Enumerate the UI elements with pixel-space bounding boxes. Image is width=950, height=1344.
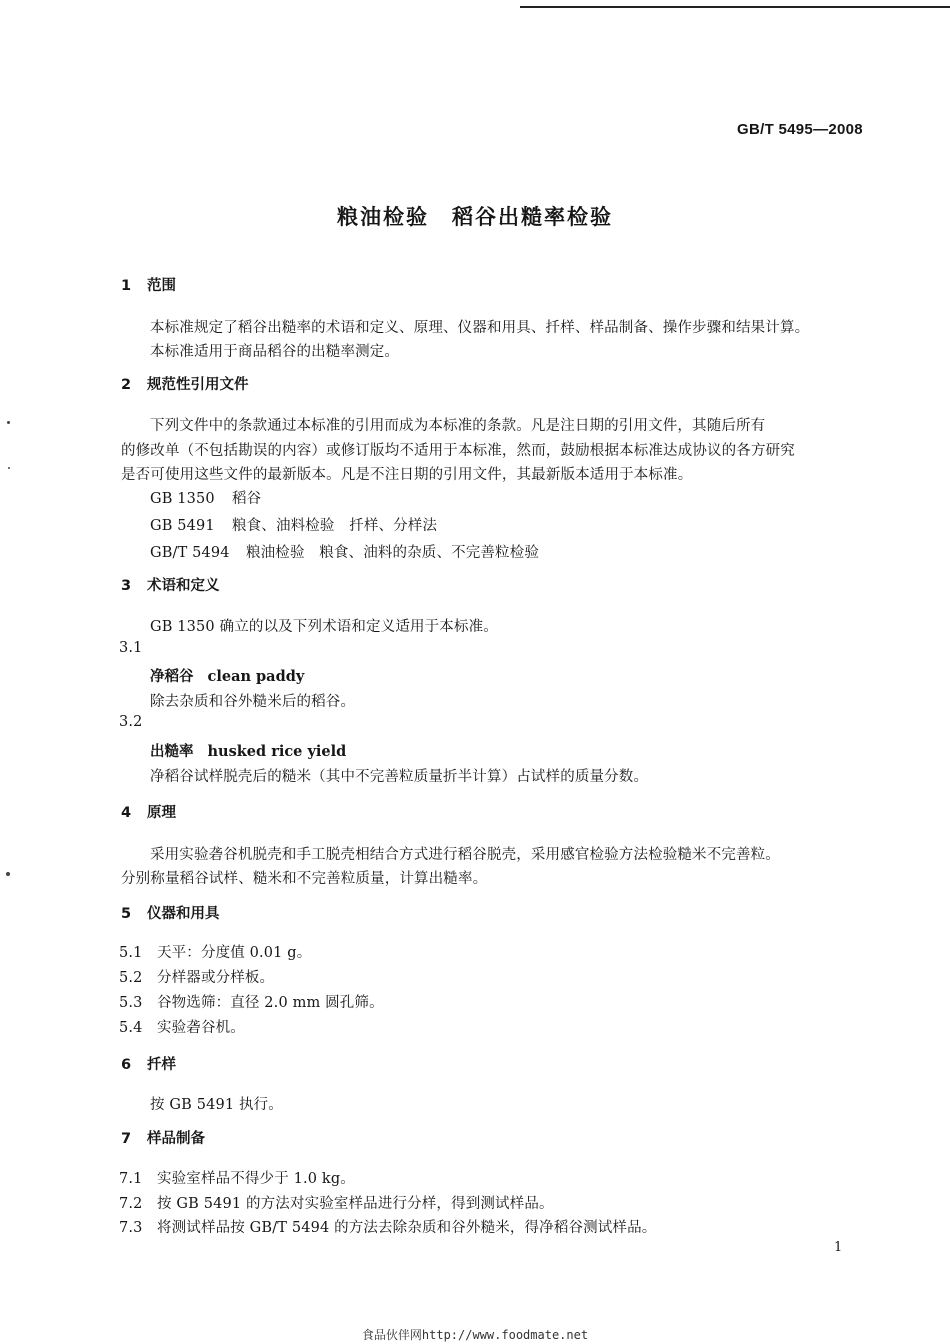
paragraph-line: 是否可使用这些文件的最新版本。凡是不注日期的引用文件，其最新版本适用于本标准。 bbox=[121, 467, 693, 483]
paragraph-line: 的修改单（不包括勘误的内容）或修订版均不适用于本标准，然而，鼓励根据本标准达成协议的各方研究 bbox=[121, 443, 795, 459]
term-number: 3.2 bbox=[119, 714, 143, 730]
clause-text: 分样器或分样板。 bbox=[157, 970, 275, 986]
clause-number: 7.2 bbox=[119, 1196, 143, 1212]
section-number: 7 bbox=[121, 1131, 132, 1147]
clause-text: 将测试样品按 GB/T 5494 的方法去除杂质和谷外糙米，得净稻谷测试样品。 bbox=[157, 1220, 657, 1236]
standard-number: GB/T 5495—2008 bbox=[737, 121, 863, 138]
paragraph: 本标准适用于商品稻谷的出糙率测定。 bbox=[150, 344, 400, 360]
clause bbox=[119, 941, 311, 962]
section-4-heading bbox=[121, 801, 176, 822]
section-title: 样品制备 bbox=[147, 1131, 205, 1147]
section-number: 6 bbox=[121, 1057, 132, 1073]
clause-number: 5.1 bbox=[119, 945, 143, 961]
page-number: 1 bbox=[834, 1240, 843, 1255]
scan-speck bbox=[7, 421, 10, 424]
section-title: 术语和定义 bbox=[147, 578, 220, 594]
paragraph-line: 分别称量稻谷试样、糙米和不完善粒质量，计算出糙率。 bbox=[121, 871, 488, 887]
reference-code: GB/T 5494 bbox=[150, 545, 230, 561]
section-7-heading bbox=[121, 1127, 205, 1148]
clause-number: 5.4 bbox=[119, 1020, 143, 1036]
document-title: 粮油检验 稻谷出糙率检验 bbox=[337, 205, 613, 229]
paragraph: 本标准规定了稻谷出糙率的术语和定义、原理、仪器和用具、扦样、样品制备、操作步骤和结果计算。 bbox=[150, 320, 810, 336]
reference-title: 稻谷 bbox=[232, 491, 262, 507]
clause-text: 实验砻谷机。 bbox=[157, 1020, 245, 1036]
clause bbox=[119, 966, 274, 987]
section-number: 4 bbox=[121, 805, 132, 821]
clause-text: 谷物选筛：直径 2.0 mm 圆孔筛。 bbox=[157, 995, 384, 1011]
section-title: 扦样 bbox=[147, 1057, 176, 1073]
normative-reference bbox=[150, 514, 437, 535]
paragraph-line: 下列文件中的条款通过本标准的引用而成为本标准的条款。凡是注日期的引用文件，其随后所有 bbox=[150, 418, 766, 434]
reference-code: GB 5491 bbox=[150, 518, 215, 534]
clause-number: 5.3 bbox=[119, 995, 143, 1011]
term-en: husked rice yield bbox=[207, 743, 347, 760]
term-definition: 净稻谷试样脱壳后的糙米（其中不完善粒质量折半计算）占试样的质量分数。 bbox=[150, 769, 649, 785]
section-title: 规范性引用文件 bbox=[147, 377, 249, 393]
reference-code: GB 1350 bbox=[150, 491, 215, 507]
section-number: 1 bbox=[121, 278, 132, 294]
term-definition: 除去杂质和谷外糙米后的稻谷。 bbox=[150, 694, 356, 710]
term-zh: 出糙率 bbox=[150, 744, 194, 760]
section-title: 仪器和用具 bbox=[147, 906, 220, 922]
section-number: 2 bbox=[121, 377, 132, 393]
section-number: 5 bbox=[121, 906, 132, 922]
clause-number: 5.2 bbox=[119, 970, 143, 986]
clause bbox=[119, 1167, 355, 1188]
section-2-heading bbox=[121, 373, 249, 394]
clause bbox=[119, 991, 384, 1012]
paragraph: 按 GB 5491 执行。 bbox=[150, 1097, 283, 1113]
section-title: 原理 bbox=[147, 805, 176, 821]
term-zh: 净稻谷 bbox=[150, 669, 194, 685]
top-rule bbox=[520, 6, 950, 8]
clause-number: 7.1 bbox=[119, 1171, 143, 1187]
normative-reference bbox=[150, 487, 261, 508]
clause-text: 实验室样品不得少于 1.0 kg。 bbox=[157, 1171, 355, 1187]
section-3-heading bbox=[121, 574, 220, 595]
reference-title: 粮油检验 粮食、油料的杂质、不完善粒检验 bbox=[246, 545, 539, 561]
paragraph: GB 1350 确立的以及下列术语和定义适用于本标准。 bbox=[150, 619, 498, 635]
clause bbox=[119, 1216, 656, 1237]
clause bbox=[119, 1192, 554, 1213]
term-entry bbox=[150, 665, 304, 686]
section-title: 范围 bbox=[147, 278, 176, 294]
reference-title: 粮食、油料检验 扦样、分样法 bbox=[232, 518, 438, 534]
clause-text: 按 GB 5491 的方法对实验室样品进行分样，得到测试样品。 bbox=[157, 1196, 554, 1212]
scan-speck bbox=[8, 467, 10, 469]
clause-text: 天平：分度值 0.01 g。 bbox=[157, 945, 312, 961]
normative-reference bbox=[150, 541, 539, 562]
paragraph-line: 采用实验砻谷机脱壳和手工脱壳相结合方式进行稻谷脱壳，采用感官检验方法检验糙米不完善粒。 bbox=[150, 847, 780, 863]
term-en: clean paddy bbox=[207, 668, 305, 685]
section-number: 3 bbox=[121, 578, 132, 594]
section-6-heading bbox=[121, 1053, 176, 1074]
section-5-heading bbox=[121, 902, 220, 923]
term-entry bbox=[150, 740, 346, 761]
clause-number: 7.3 bbox=[119, 1220, 143, 1236]
section-1-heading bbox=[121, 274, 176, 295]
scan-speck bbox=[6, 872, 10, 876]
footer-watermark: 食品伙伴网http://www.foodmate.net bbox=[361, 1328, 589, 1342]
clause bbox=[119, 1016, 245, 1037]
term-number: 3.1 bbox=[119, 640, 143, 656]
